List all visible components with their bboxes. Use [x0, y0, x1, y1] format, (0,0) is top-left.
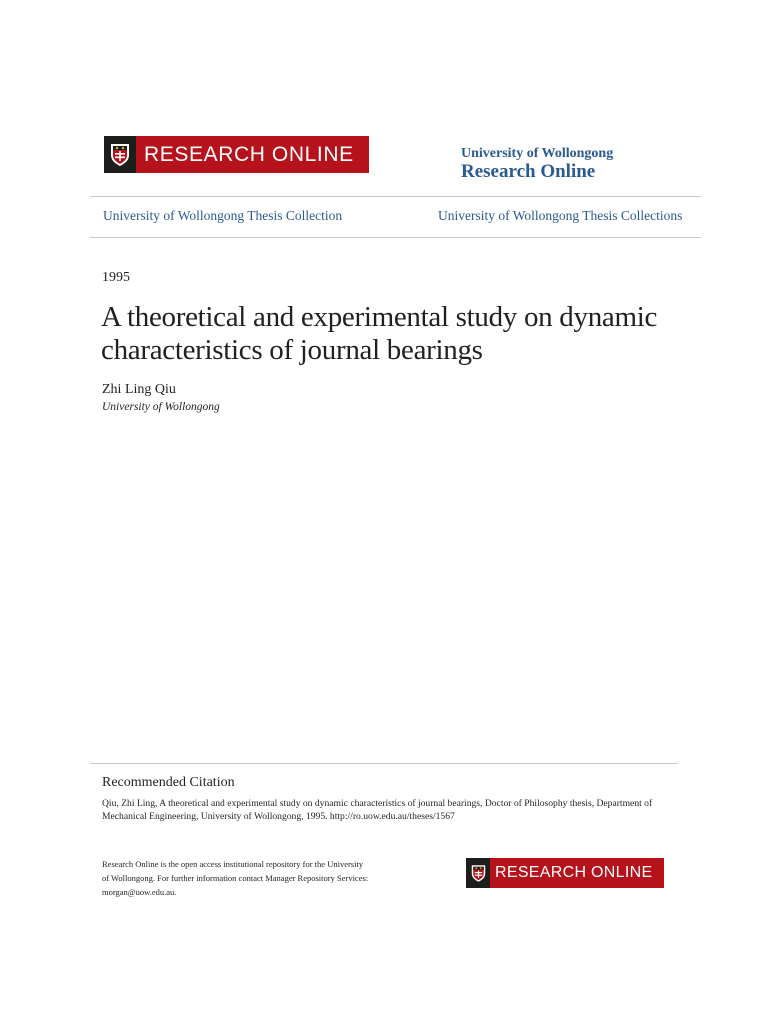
uow-shield-icon	[104, 136, 136, 173]
research-online-logo[interactable]	[104, 136, 369, 173]
repository-note: Research Online is the open access institutional repository for the University of Wollongong. For further information contact Manager Repository Services: morgan@uow.edu.au.	[102, 859, 369, 897]
header-divider	[90, 196, 701, 197]
uow-shield-icon	[466, 858, 490, 888]
nav-divider	[90, 237, 701, 238]
thesis-collection-link[interactable]: University of Wollongong Thesis Collection	[103, 208, 343, 223]
footer-logo-text: RESEARCH ONLINE	[495, 864, 653, 881]
citation-heading: Recommended Citation	[102, 775, 235, 790]
document-title: A theoretical and experimental study on dynamic characteristics of journal bearings	[101, 301, 658, 366]
author-affiliation: University of Wollongong	[102, 401, 220, 413]
thesis-collections-link[interactable]: University of Wollongong Thesis Collections	[438, 208, 683, 223]
publication-year: 1995	[102, 270, 130, 285]
citation-divider	[90, 763, 678, 764]
research-online-footer-logo[interactable]	[466, 858, 664, 888]
logo-text: RESEARCH ONLINE	[144, 142, 354, 166]
institution-name[interactable]: University of Wollongong	[461, 146, 614, 161]
citation-text: Qiu, Zhi Ling, A theoretical and experimental study on dynamic characteristics of journal bearings, Doctor of Philosophy thesis, Department of Mechanical Engineering, University of Wollongong, 1995. http://ro.uow.edu.au/theses/1567	[102, 798, 653, 822]
repository-name[interactable]: Research Online	[461, 161, 596, 182]
author-name: Zhi Ling Qiu	[102, 382, 176, 397]
